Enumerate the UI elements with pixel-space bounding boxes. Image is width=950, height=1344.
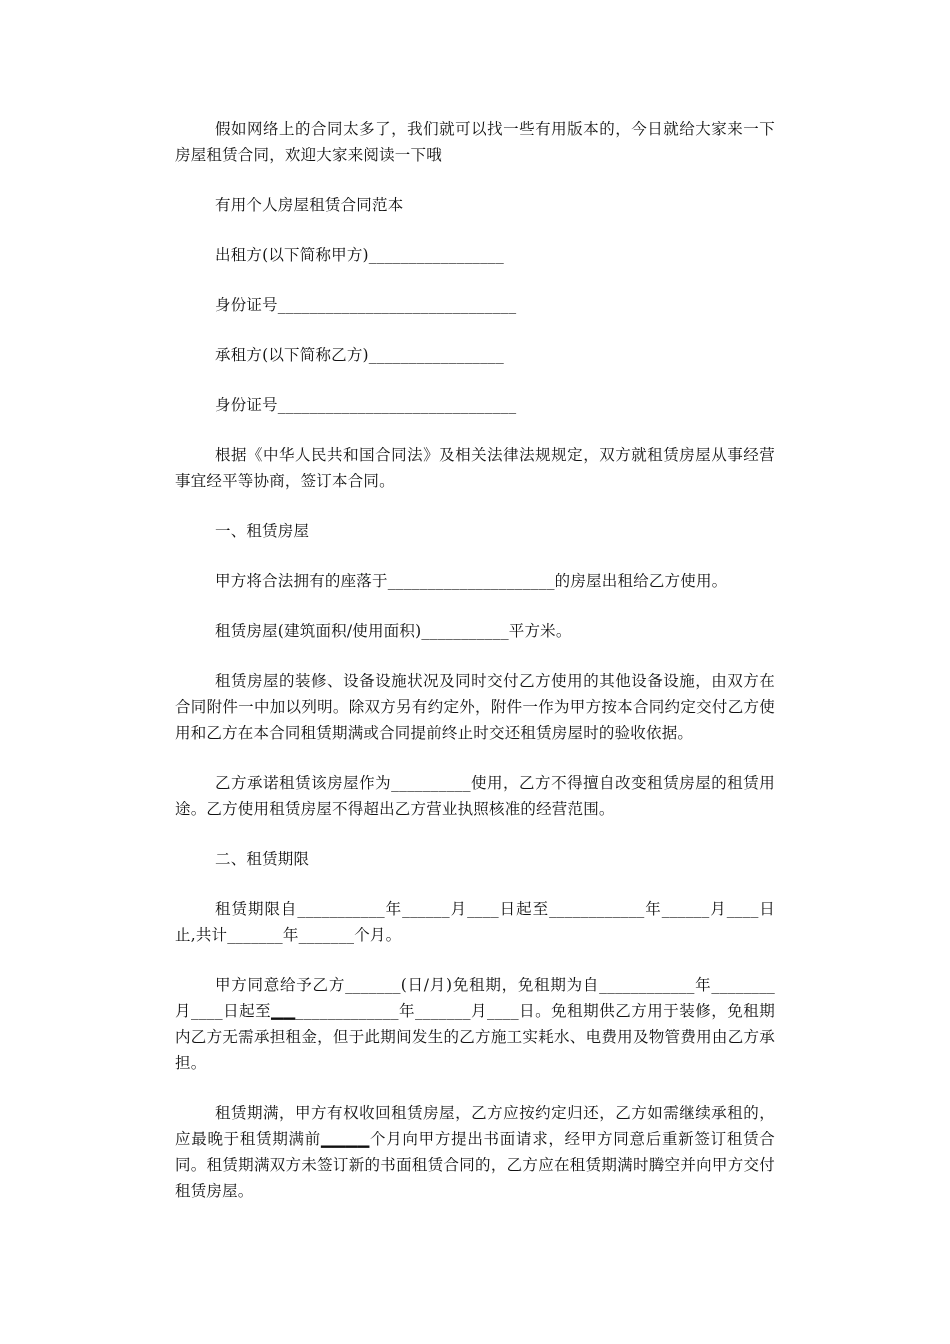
- contract-title: 有用个人房屋租赁合同范本: [215, 196, 404, 214]
- legal-basis-paragraph: 根据《中华人民共和国合同法》及相关法律法规规定，双方就租赁房屋从事经营事宜经平等协商，签订本合同。: [175, 446, 775, 490]
- lessee-id-line: 身份证号______________________________: [215, 396, 517, 414]
- premises-facilities-paragraph: 租赁房屋的装修、设备设施状况及同时交付乙方使用的其他设备设施，由双方在合同附件一中加以列明。除双方另有约定外，附件一作为甲方按本合同约定交付乙方使用和乙方在本合同租赁期满或合同提前终止时交还租赁房屋时的验收依据。: [175, 672, 775, 742]
- document-body: [175, 116, 775, 1204]
- intro-paragraph: 假如网络上的合同太多了，我们就可以找一些有用版本的，今日就给大家来一下房屋租赁合同，欢迎大家来阅读一下哦: [175, 120, 775, 164]
- section-heading-term: 二、租赁期限: [215, 850, 310, 868]
- premises-area-paragraph: 租赁房屋(建筑面积/使用面积)___________平方米。: [215, 622, 572, 640]
- lease-expiry-paragraph: 租赁期满，甲方有权收回租赁房屋，乙方应按约定归还，乙方如需继续承租的，应最晚于租赁期满前▁▁▁▁个月向甲方提出书面请求，经甲方同意后重新签订租赁合同。租赁期满双方未签订新的书面租赁合同的，乙方应在租赁期满时腾空并向甲方交付租赁房屋。: [175, 1104, 775, 1200]
- lessor-line: 出租方(以下简称甲方)_________________: [215, 246, 504, 264]
- rent-free-period-paragraph: 甲方同意给予乙方_______(日/月)免租期，免租期为自____________年________月____日起至▁▁_____________年_______月____日。免租期供乙方用于装修，免租期内乙方无需承担租金，但于此期间发生的乙方施工实耗水、电费用及物管费用由乙方承担。: [175, 976, 775, 1072]
- premises-usage-paragraph: 乙方承诺租赁该房屋作为__________使用，乙方不得擅自改变租赁房屋的租赁用途。乙方使用租赁房屋不得超出乙方营业执照核准的经营范围。: [175, 774, 775, 818]
- lease-term-paragraph: 租赁期限自___________年______月____日起至____________年______月____日止,共计_______年_______个月。: [175, 900, 775, 944]
- premises-location-paragraph: 甲方将合法拥有的座落于_____________________的房屋出租给乙方使用。: [215, 572, 728, 590]
- section-heading-premises: 一、租赁房屋: [215, 522, 310, 540]
- lessee-line: 承租方(以下简称乙方)_________________: [215, 346, 504, 364]
- lessor-id-line: 身份证号______________________________: [215, 296, 517, 314]
